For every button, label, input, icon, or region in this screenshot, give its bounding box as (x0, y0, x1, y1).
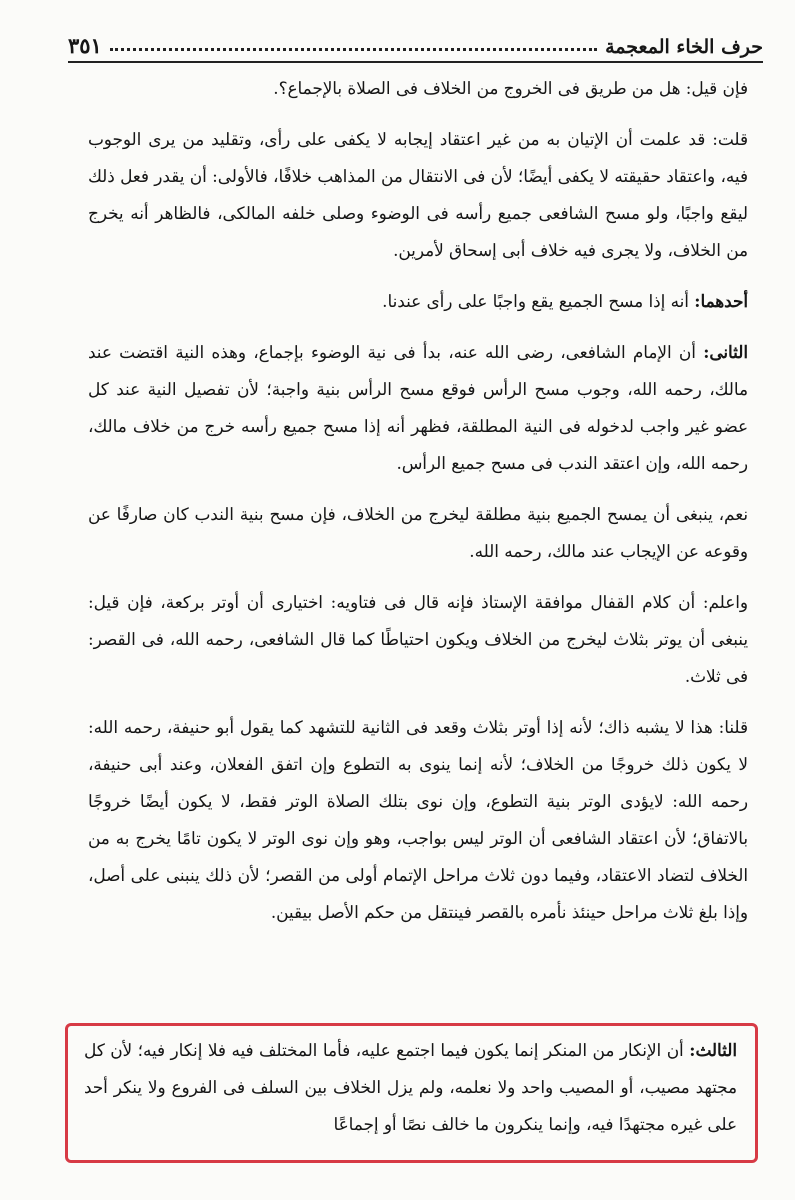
paragraph-text: قلنا: هذا لا يشبه ذاك؛ لأنه إذا أوتر بثلاث وقعد فى الثانية للتشهد كما يقول أبو حنيفة، رحمه الله: لا يكون ذلك خروجًا من الخلاف؛ لأنه إنما ينوى به التطوع وإن اتفق الفعلان، وعند أبى حنيفة، رحمه الله: لايؤدى الوتر بنية التطوع، وإن نوى بتلك الصلاة الوتر فقط، لا يكون أيضًا خروجًا بالاتفاق؛ لأن اعتقاد الشافعى أن الوتر ليس بواجب، وهو وإن نوى الوتر لا يكون تامًا يخرج به من الخلاف لتضاد الاعتقاد، وفيما دون ثلاث مراحل الإتمام أولى من القصر؛ لأن ذلك ينبنى على أصل، وإذا بلغ ثلاث مراحل حينئذ نأمره بالقصر فينتقل من حكم الأصل بيقين. (88, 717, 748, 922)
paragraph-text: فإن قيل: هل من طريق فى الخروج من الخلاف فى الصلاة بالإجماع؟. (273, 78, 748, 98)
page-number: ٣٥١ (68, 33, 102, 58)
highlighted-passage (65, 1023, 758, 1163)
paragraph-text: قلت: قد علمت أن الإتيان به من غير اعتقاد إيجابه لا يكفى على رأى، وتقليد من يرى الوجوب فيه، واعتقاد حقيقته لا يكفى أيضًا؛ لأن فى الانتقال من المذاهب خلافًا، فالأولى: أن يقدر فعل ذلك ليقع واجبًا، ولو مسح الشافعى جميع رأسه فى الوضوء وصلى خلفه المالكى، فالظاهر أنه يخرج من الخلاف، ولا يجرى فيه خلاف أبى إسحاق لأمرين. (88, 129, 748, 260)
paragraph-lead: الثانى: (703, 342, 748, 362)
paragraph-text: واعلم: أن كلام القفال موافقة الإستاذ فإنه قال فى فتاويه: اختيارى أن أوتر بركعة، فإن قيل: ينبغى أن يوتر بثلاث ليخرج من الخلاف ويكون احتياطًا كما قال الشافعى، رحمه الله، فى القصر: فى ثلاث. (88, 592, 748, 686)
paragraph (88, 121, 748, 269)
header-dot-leader (110, 48, 597, 51)
paragraph (88, 70, 748, 107)
header-rule (68, 61, 763, 63)
highlight-text: أن الإنكار من المنكر إنما يكون فيما اجتمع عليه، فأما المختلف فيه فلا إنكار فيه؛ لأن كل مجتهد مصيب، أو المصيب واحد ولا نعلمه، ولم يزل الخلاف بين السلف فى الفروع ولا ينكر أحد على غيره مجتهدًا فيه، وإنما ينكرون ما خالف نصًا أو إجماعًا (84, 1040, 737, 1134)
paragraph (88, 584, 748, 695)
paragraph (88, 334, 748, 482)
running-header (68, 22, 763, 58)
paragraph-text: أن الإمام الشافعى، رضى الله عنه، بدأ فى نية الوضوء بإجماع، وهذه النية اقتضت عند مالك، رحمه الله، وجوب مسح الرأس فوقع مسح الرأس بنية واجبة؛ لأن تفصيل النية عند كل عضو غير واجب لدخوله فى النية المطلقة، فظهر أنه إذا مسح جميع رأسه خرج من خلاف مالك، رحمه الله، وإن اعتقد الندب فى مسح جميع الرأس. (88, 342, 748, 473)
paragraph-lead: أحدهما: (694, 291, 748, 311)
paragraph-text: أنه إذا مسح الجميع يقع واجبًا على رأى عندنا. (382, 291, 695, 311)
main-text (88, 70, 748, 945)
paragraph (88, 709, 748, 931)
header-title: حرف الخاء المعجمة (605, 36, 763, 58)
paragraph (88, 496, 748, 570)
paragraph (88, 283, 748, 320)
highlight-lead: الثالث: (689, 1040, 737, 1060)
paragraph-text: نعم، ينبغى أن يمسح الجميع بنية مطلقة ليخرج من الخلاف، فإن مسح بنية الندب كان صارفًا عن وقوعه عن الإيجاب عند مالك، رحمه الله. (88, 504, 748, 561)
